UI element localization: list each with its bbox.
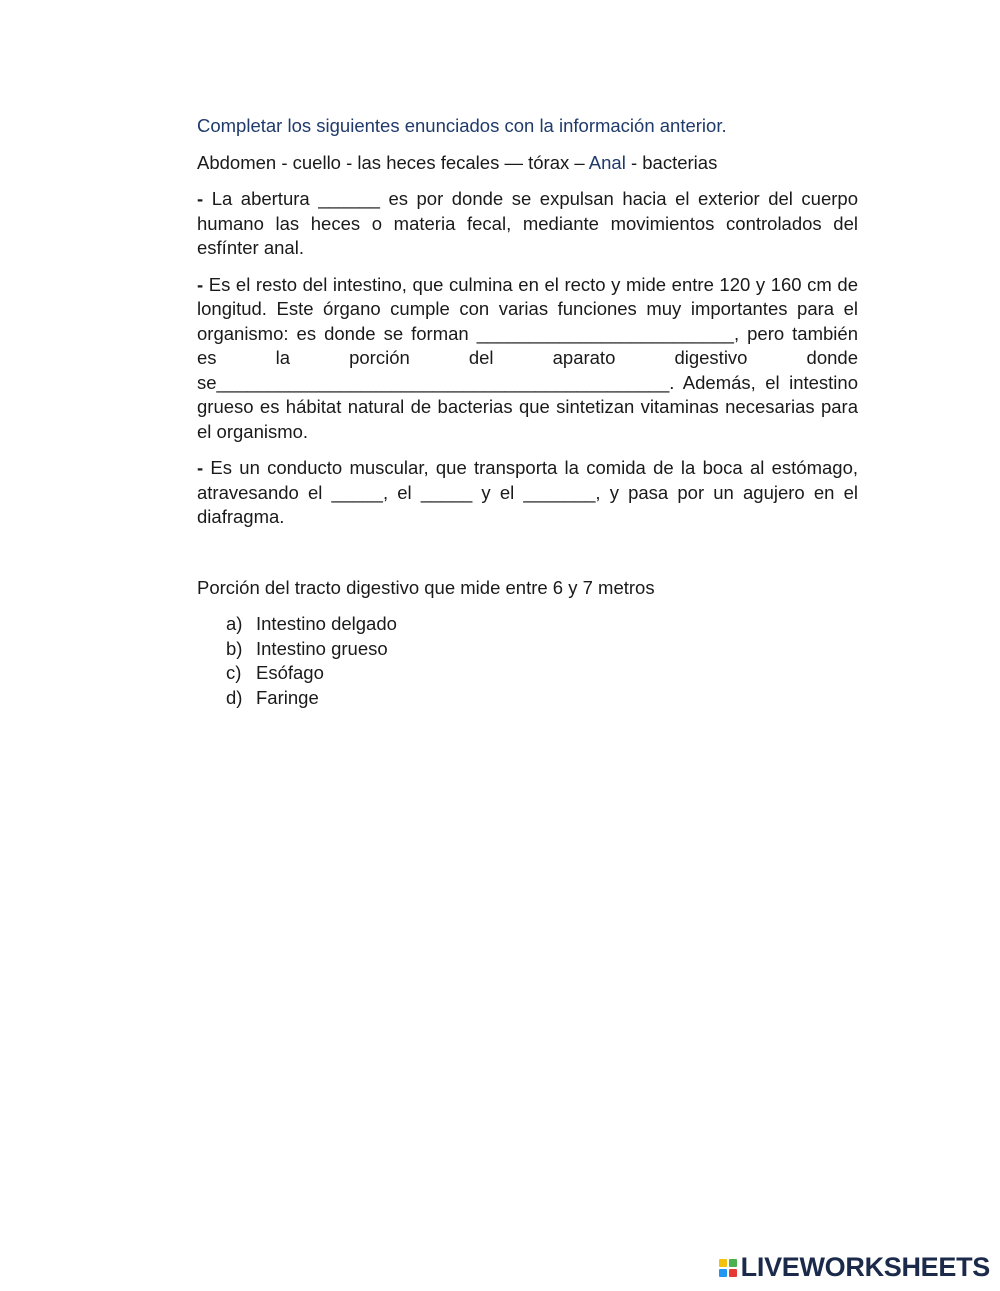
liveworksheets-logo [719,1252,990,1283]
paragraph-text: La abertura ______ es por donde se expulsan hacia el exterior del cuerpo humano las heces o materia fecal, mediante movimientos controlados del esfínter anal. [197,188,858,258]
paragraph-text: Es el resto del intestino, que culmina en el recto y mide entre 120 y 160 cm de longitud. Este órgano cumple con varias funciones muy importantes para el organismo: es donde se forman _________________________, pero también es la porción del aparato digestivo donde se____________________________________________. Además, el intestino grueso es hábitat natural de bacterias que sintetizan vitaminas necesarias para el organismo. [197,273,858,442]
option-text: Faringe [256,686,319,708]
option-item [226,661,858,686]
paragraph-anal-opening [197,187,858,261]
option-text: Esófago [256,662,324,683]
option-letter: a) [226,613,243,634]
logo-square [729,1259,737,1267]
paragraph-dash: - [197,188,204,209]
logo-text: LIVEWORKSHEETS [740,1252,990,1282]
logo-square [729,1269,737,1277]
word-bank [197,151,858,176]
liveworksheets-logo-icon [719,1259,737,1277]
logo-square [719,1259,727,1267]
option-letter: c) [226,662,242,683]
logo-square [719,1269,727,1277]
option-text: Intestino grueso [256,637,388,659]
word-bank-part-2: - bacterias [625,151,718,173]
paragraph-esophagus [197,456,858,530]
option-letter: d) [226,686,243,708]
paragraph-text: Es un conducto muscular, que transporta la comida de la boca al estómago, atravesando el _____, el _____ y el _______, y pasa por un agujero en el diafragma. [197,457,858,527]
paragraph-large-intestine [197,273,858,445]
option-item [226,612,858,637]
answer-options [197,612,858,710]
word-bank-part-1: Abdomen - cuello - las heces fecales — tórax – [197,151,589,173]
option-item [226,637,858,662]
option-letter: b) [226,637,243,659]
paragraph-dash: - [197,273,204,295]
worksheet-content [197,114,858,710]
option-text: Intestino delgado [256,613,397,634]
option-item [226,686,858,711]
word-bank-highlight: Anal [588,151,626,173]
question-prompt: Porción del tracto digestivo que mide entre 6 y 7 metros [197,576,655,598]
instruction-text: Completar los siguientes enunciados con la información anterior. [197,115,727,136]
paragraph-dash: - [197,457,204,478]
